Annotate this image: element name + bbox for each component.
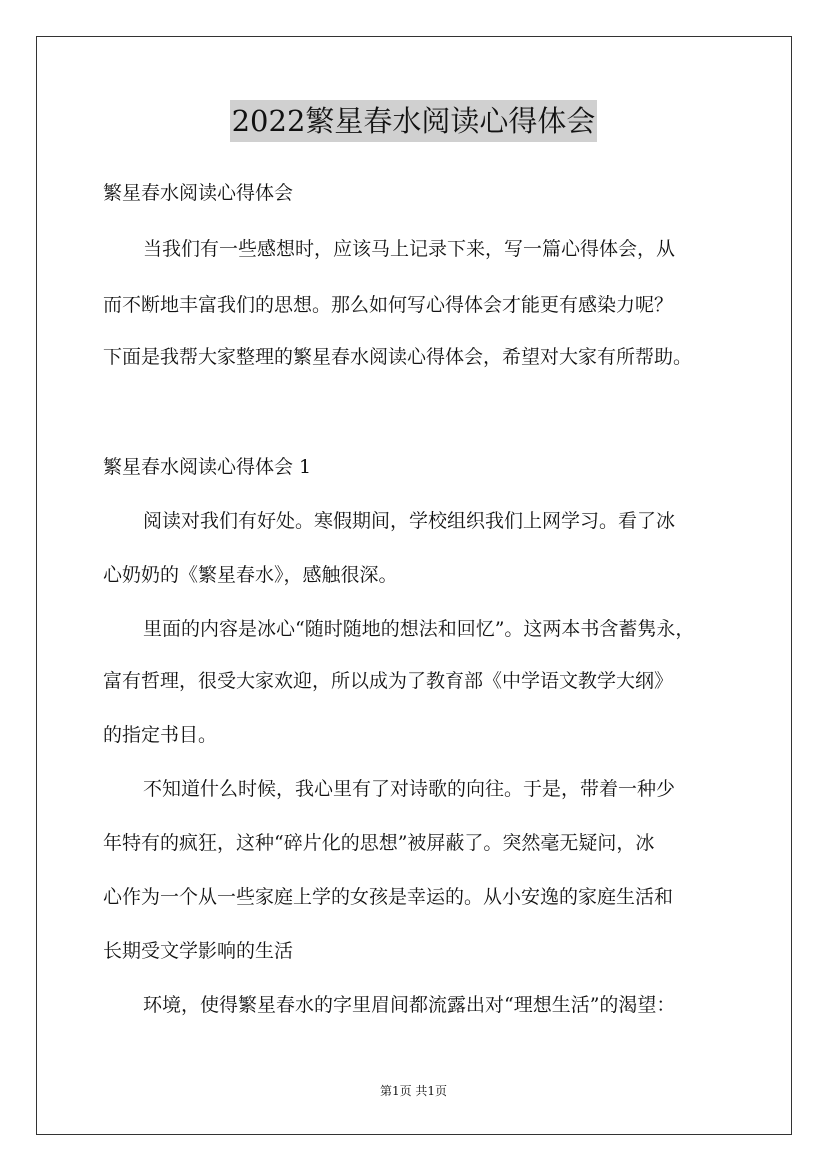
para3-line-1: 不知道什么时候，我心里有了对诗歌的向往。于是，带着一种少 [143, 778, 676, 800]
para4-line-1: 环境，使得繁星春水的字里眉间都流露出对“理想生活”的渴望： [143, 994, 676, 1016]
para3-line-4: 长期受文学影响的生活 [103, 940, 294, 962]
section-heading: 繁星春水阅读心得体会 1 [103, 456, 312, 478]
para1-line-1: 阅读对我们有好处。寒假期间，学校组织我们上网学习。看了冰 [143, 510, 676, 532]
page-number-footer: 第1页 共1页 [379, 1084, 448, 1098]
para1-line-2: 心奶奶的《繁星春水》，感触很深。 [103, 564, 398, 586]
para3-line-3: 心作为一个从一些家庭上学的女孩是幸运的。从小安逸的家庭生活和 [103, 886, 674, 908]
para2-line-2: 富有哲理，很受大家欢迎，所以成为了教育部《中学语文教学大纲》 [103, 670, 674, 692]
para3-line-2: 年特有的疯狂，这种“碎片化的思想”被屏蔽了。突然毫无疑问，冰 [103, 832, 655, 854]
para2-line-3: 的指定书目。 [103, 724, 218, 746]
title-container [0, 100, 827, 142]
intro-line-1: 当我们有一些感想时，应该马上记录下来，写一篇心得体会，从 [143, 238, 676, 260]
subtitle: 繁星春水阅读心得体会 [103, 182, 294, 204]
intro-line-2: 而不断地丰富我们的思想。那么如何写心得体会才能更有感染力呢？ [103, 294, 674, 316]
document-title: 2022繁星春水阅读心得体会 [230, 100, 598, 142]
para2-line-1: 里面的内容是冰心“随时随地的想法和回忆”。这两本书含蓄隽永， [143, 618, 695, 640]
intro-line-3: 下面是我帮大家整理的繁星春水阅读心得体会，希望对大家有所帮助。 [103, 346, 693, 368]
